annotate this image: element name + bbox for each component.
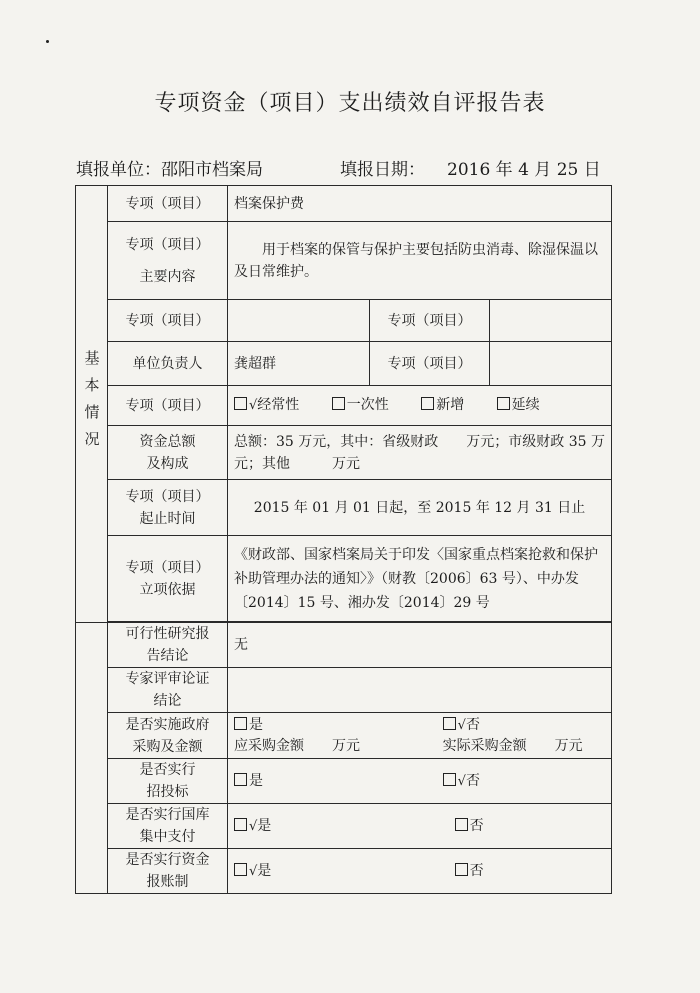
funds-value: 总额：35 万元，其中：省级财政 万元；市级财政 35 万元；其他 万元 [228,426,612,480]
bidding-value [228,759,612,804]
check-mark-reimburse-yes: √ [249,863,258,879]
row3-value-b [490,300,612,342]
section-basic-label: 基本情况 [76,186,108,623]
row-funds [76,426,612,480]
project-name-label: 专项（项目） [108,186,228,222]
content-value: 用于档案的保管与保护主要包括防虫消毒、除湿保温以及日常维护。 [228,222,612,300]
feasibility-value: 无 [228,623,612,668]
checkbox-treasury-no[interactable] [455,818,468,831]
reimburse-label-2: 报账制 [146,874,189,890]
period-label-2: 起止时间 [139,510,196,527]
row-leader [76,342,612,386]
option-continued[interactable]: 延续 [497,394,540,416]
treasury-label-2: 集中支付 [139,829,196,845]
funds-label [108,426,228,480]
scan-speck [46,40,49,43]
row-expert [76,668,612,713]
feasibility-label-2: 告结论 [146,648,189,664]
funds-label-2: 及构成 [146,455,189,472]
checkbox-bidding-yes[interactable] [234,773,247,786]
fill-date [340,155,601,180]
check-mark-procurement-no: √ [457,718,466,733]
leader-label-b: 专项（项目） [370,342,490,386]
should-amount: 应采购金额 万元 [234,738,360,754]
row3-value-a [228,300,370,342]
bidding-label-2: 招投标 [146,784,189,800]
bidding-label-1: 是否实行 [139,762,196,778]
treasury-value [228,804,612,849]
treasury-checks [234,815,605,838]
reimburse-label [108,849,228,894]
reimburse-yes[interactable]: √是 [234,860,405,883]
fill-unit-label: 填报单位： [76,160,161,180]
checkbox-regular[interactable] [234,397,247,410]
checkbox-procurement-yes[interactable] [234,717,247,730]
leader-value-b [490,342,612,386]
basis-label-1: 专项（项目） [125,559,210,576]
row3-label-a: 专项（项目） [108,300,228,342]
row-bidding [76,759,612,804]
fill-unit-value: 邵阳市档案局 [161,160,263,180]
row-reimburse [76,849,612,894]
expert-label-1: 专家评审论证 [125,671,210,687]
feasibility-label [108,623,228,668]
reimburse-no[interactable]: 否 [405,860,641,883]
procurement-no[interactable]: √否 [405,715,629,736]
content-label-1: 专项（项目） [125,236,210,253]
checkbox-bidding-no[interactable] [443,773,456,786]
leader-label: 单位负责人 [108,342,228,386]
checkbox-reimburse-yes[interactable] [234,863,247,876]
treasury-label-1: 是否实行国库 [125,807,210,823]
row-procurement [76,713,612,759]
actual-amount: 实际采购金额 万元 [442,738,583,754]
type-label: 专项（项目） [108,386,228,426]
row3-label-b: 专项（项目） [370,300,490,342]
procurement-label [108,713,228,759]
checkbox-reimburse-no[interactable] [455,863,468,876]
bidding-label [108,759,228,804]
basis-value: 《财政部、国家档案局关于印发〈国家重点档案抢救和保护补助管理办法的通知〉》（财教〔2006〕63 号）、中办发〔2014〕15 号、湘办发〔2014〕29 号 [228,536,612,622]
period-label [108,480,228,536]
checkbox-treasury-yes[interactable] [234,818,247,831]
bidding-no[interactable]: √否 [405,770,629,793]
procurement-amounts [234,736,605,756]
check-mark-treasury-yes: √ [249,818,258,834]
option-one-time[interactable]: 一次性 [332,394,389,416]
section-other-label [76,623,108,894]
row-content [76,222,612,300]
treasury-label [108,804,228,849]
content-label [108,222,228,300]
bidding-checks [234,770,605,793]
project-name-value: 档案保护费 [228,186,612,222]
check-mark-regular: √ [249,398,258,413]
check-mark-bidding-no: √ [457,773,466,789]
treasury-no[interactable]: 否 [405,815,641,838]
procurement-yes[interactable]: 是 [234,715,405,736]
procurement-value [228,713,612,759]
fill-date-value: 2016 年 4 月 25 日 [447,160,601,180]
reimburse-label-1: 是否实行资金 [125,852,210,868]
funds-label-1: 资金总额 [139,433,196,450]
row-type [76,386,612,426]
fill-date-label: 填报日期： [340,160,425,180]
option-regular[interactable]: √经常性 [234,394,299,417]
row-basis [76,536,612,622]
feasibility-label-1: 可行性研究报 [125,626,210,642]
procurement-label-1: 是否实施政府 [125,716,210,733]
reimburse-checks [234,860,605,883]
option-new[interactable]: 新增 [421,394,464,416]
row-feasibility [76,623,612,668]
basis-label-2: 立项依据 [139,581,196,598]
expert-label [108,668,228,713]
row-project-name [76,186,612,222]
content-label-2: 主要内容 [139,268,196,285]
page-title: 专项资金（项目）支出绩效自评报告表 [154,91,546,116]
fill-unit [76,155,263,180]
checkbox-procurement-no[interactable] [443,717,456,730]
checkbox-continued[interactable] [497,397,510,410]
basis-label [108,536,228,622]
period-value: 2015 年 01 月 01 日起，至 2015 年 12 月 31 日止 [228,480,612,536]
period-label-1: 专项（项目） [125,488,210,505]
leader-value: 龚超群 [228,342,370,386]
row-3 [76,300,612,342]
procurement-label-2: 采购及金额 [132,738,203,755]
checkbox-one-time[interactable] [332,397,345,410]
treasury-yes[interactable]: √是 [234,815,405,838]
expert-label-2: 结论 [153,693,182,709]
row-treasury [76,804,612,849]
type-options [228,386,612,426]
expert-value [228,668,612,713]
report-table [75,185,612,894]
reimburse-value [228,849,612,894]
procurement-checks [234,715,605,736]
checkbox-new[interactable] [421,397,434,410]
bidding-yes[interactable]: 是 [234,770,405,793]
row-period [76,480,612,536]
